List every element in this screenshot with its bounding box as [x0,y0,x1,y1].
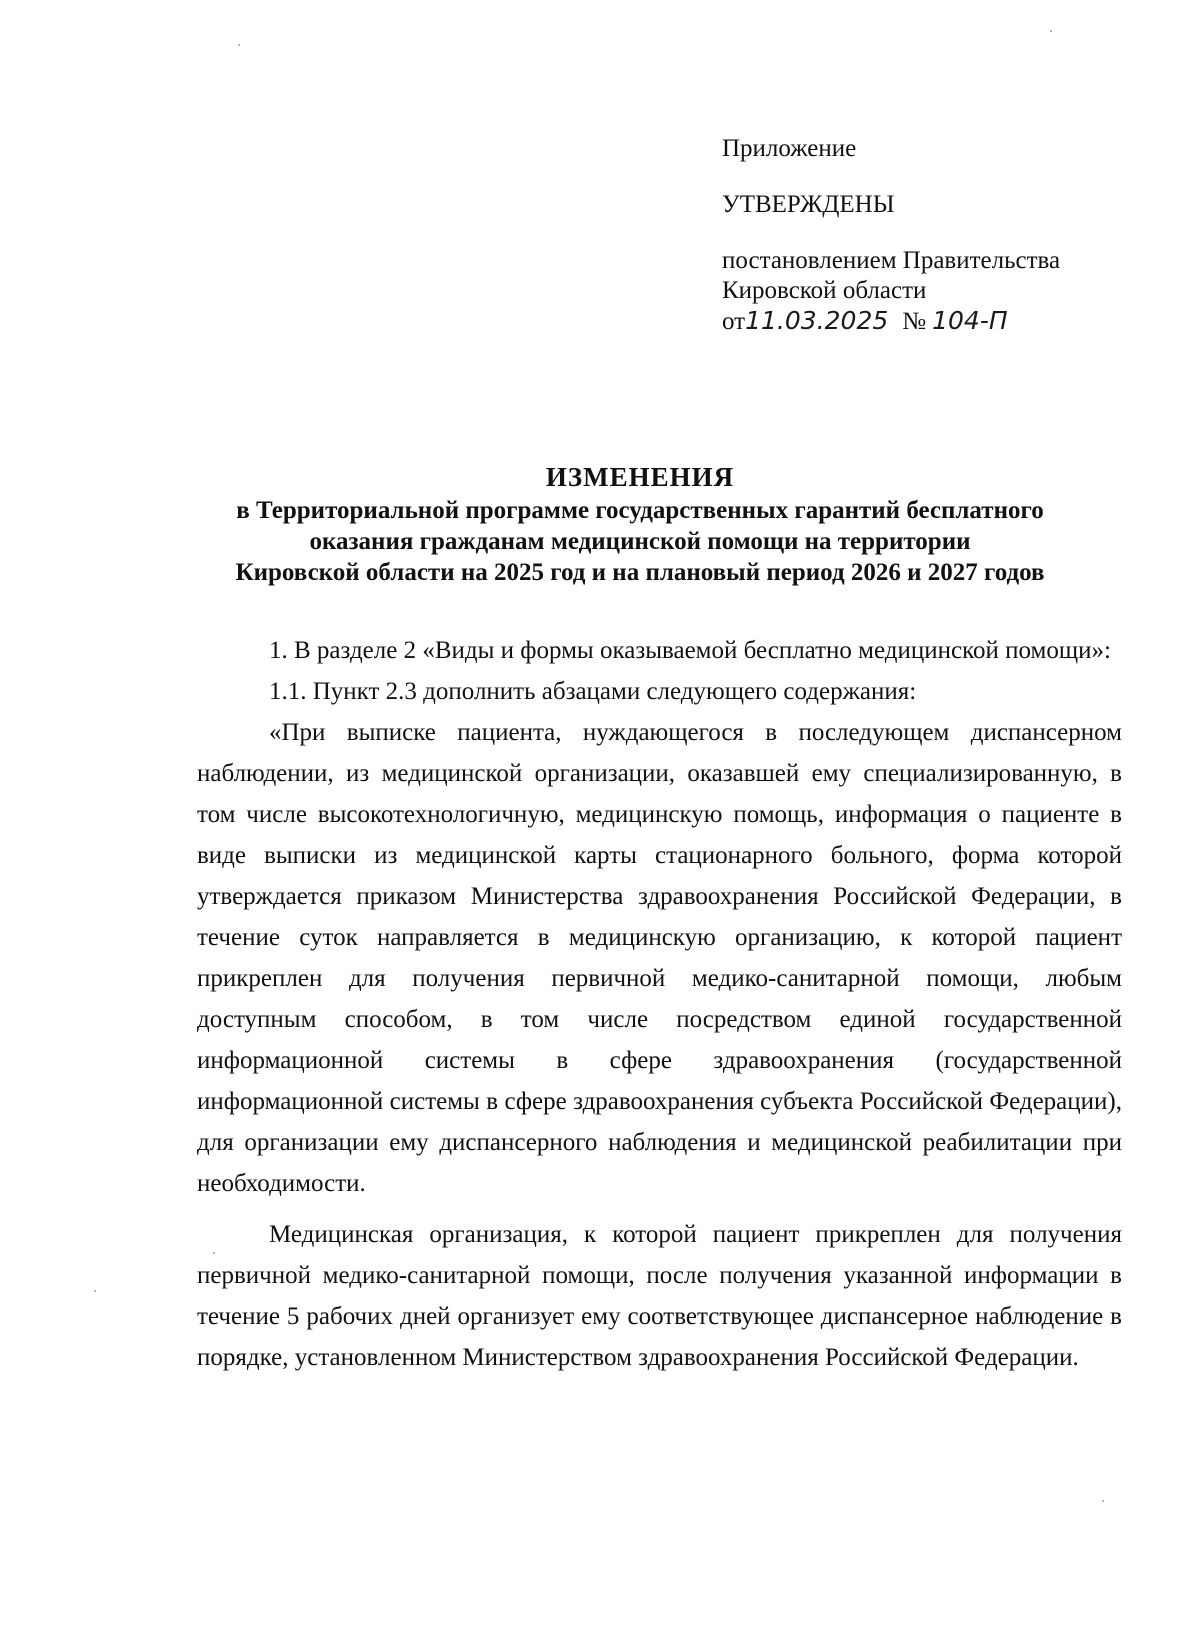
decree-line-2: Кировской области [722,277,927,304]
handwritten-date: 11.03.2025 [745,306,889,335]
title-line-2: оказания гражданам медицинской помощи на территории [309,528,971,555]
scan-speck [1102,1500,1104,1502]
paragraph-3: «При выписке пациента, нуждающегося в последующем диспансерном наблюдении, из медицинской организации, оказавшей ему специализированную, в том числе высокотехнологичную, медицинскую помощь, информация о пациенте в виде выписки из медицинской карты стационарного больного, форма которой утверждается приказом Министерства здравоохранения Российской Федерации, в течение суток направляется в медицинскую организацию, к которой пациент прикреплен для получения первичной медико-санитарной помощи, любым доступным способом, в том числе посредством единой государственной информационной системы в сфере здравоохранения (государственной информационной системы в сфере здравоохранения субъекта Российской Федерации), для организации ему диспансерного наблюдения и медицинской реабилитации при необходимости. [197,719,1122,1197]
document-title [160,462,1120,588]
title-line-3: Кировской области на 2025 год и на плановый период 2026 и 2027 годов [235,559,1045,586]
handwritten-number: 104-П [932,306,1008,335]
scan-speck [238,44,240,46]
scan-speck [94,1290,96,1292]
scan-speck [1050,30,1052,32]
document-body [197,630,1122,1378]
decree-reference [722,246,1162,337]
appendix-label: Приложение [722,135,857,162]
paragraph-2: 1.1. Пункт 2.3 дополнить абзацами следующего содержания: [269,678,917,705]
decree-date-line [722,306,1162,337]
paragraph-1: 1. В разделе 2 «Виды и формы оказываемой бесплатно медицинской помощи»: [269,637,1111,664]
date-prefix: от [722,308,746,335]
title-line-1: в Территориальной программе государственных гарантий бесплатного [236,497,1044,524]
paragraph-4: Медицинская организация, к которой пациент прикреплен для получения первичной медико-санитарной помощи, после получения указанной информации в течение 5 рабочих дней организует ему соответствующее диспансерное наблюдение в порядке, установленном Министерством здравоохранения Российской Федерации. [197,1221,1122,1371]
number-sign: № [902,308,927,335]
approved-label: УТВЕРЖДЕНЫ [722,191,895,218]
scan-speck [213,1252,215,1254]
decree-line-1: постановлением Правительства [722,247,1061,274]
approval-block [722,134,1162,337]
title-main: ИЗМЕНЕНИЯ [545,462,735,492]
